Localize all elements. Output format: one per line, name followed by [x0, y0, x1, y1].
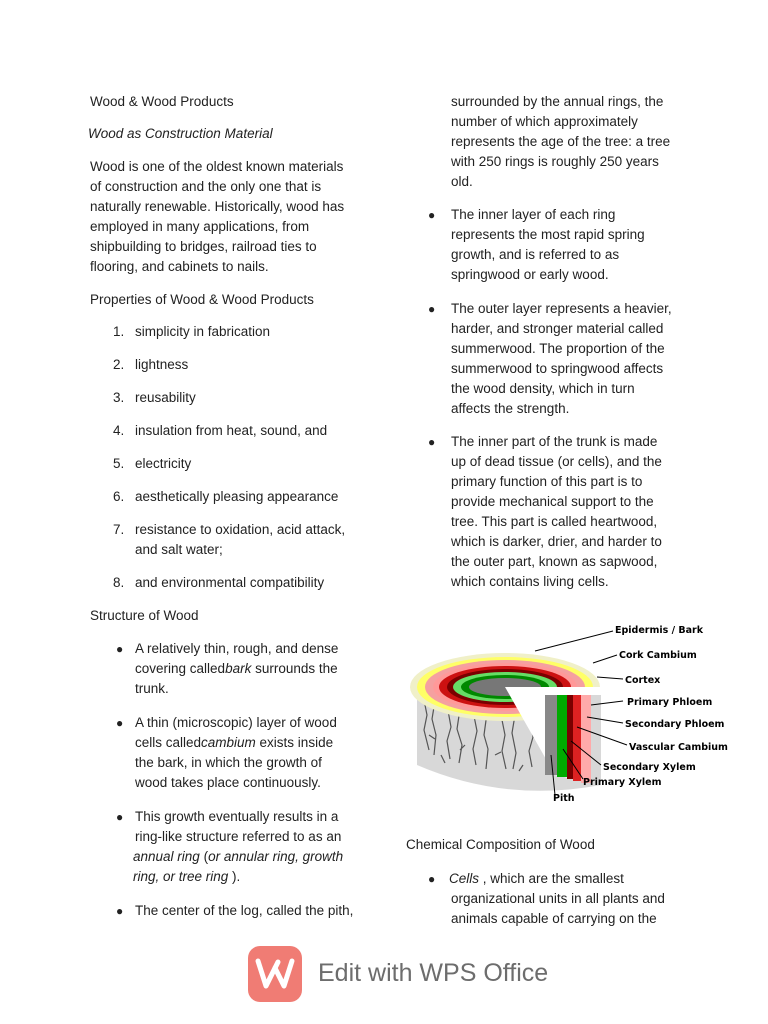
- bullet-springwood: [451, 205, 701, 285]
- list-number: 1.: [113, 324, 125, 339]
- bullet-icon: ●: [116, 810, 124, 824]
- xylem-cut: [557, 695, 567, 777]
- bullet-line: growth, and is referred to as: [451, 247, 620, 262]
- intro-paragraph: [90, 157, 380, 277]
- list-number: 7.: [113, 522, 125, 537]
- bullet-line: [133, 847, 378, 867]
- bullet-line: animals capable of carrying on the: [451, 911, 657, 926]
- list-number: 3.: [113, 390, 125, 405]
- bullet-line: organizational units in all plants and: [451, 891, 665, 906]
- term-cambium: cambium: [201, 735, 256, 750]
- section-heading-text: Wood as Construction Material: [88, 126, 273, 141]
- pith-cut: [545, 695, 557, 775]
- list-item-continuation: and salt water;: [135, 542, 223, 557]
- bullet-line: The inner layer of each ring: [451, 207, 616, 222]
- term-annual-ring: annual ring: [133, 849, 200, 864]
- bullet-bark: [135, 639, 375, 699]
- bullet-icon: ●: [116, 642, 124, 656]
- bullet-line: summerwood. The proportion of the: [451, 341, 665, 356]
- bullet-icon: ●: [428, 208, 436, 222]
- bullet-line: The inner part of the trunk is made: [451, 434, 658, 449]
- bullet-line: A thin (microscopic) layer of wood: [135, 715, 337, 730]
- list-number: 6.: [113, 489, 125, 504]
- list-item: electricity: [135, 456, 192, 471]
- intro-line: shipbuilding to bridges, railroad ties to: [90, 239, 317, 254]
- paragraph-line: number of which approximately: [451, 114, 638, 129]
- bullet-cambium: [135, 713, 375, 793]
- bullet-line: A relatively thin, rough, and dense: [135, 641, 339, 656]
- bullet-cells: [449, 869, 709, 929]
- continuation-paragraph: [451, 92, 701, 192]
- intro-line: naturally renewable. Historically, wood has: [90, 199, 345, 214]
- bullet-line: springwood or early wood.: [451, 267, 609, 282]
- bullet-icon: ●: [116, 716, 124, 730]
- text-run: covering called: [135, 661, 226, 676]
- paragraph-line: with 250 rings is roughly 250 years: [451, 154, 659, 169]
- wps-logo-icon: [248, 946, 302, 1002]
- bullet-icon: ●: [428, 302, 436, 316]
- bullet-line: tree. This part is called heartwood,: [451, 514, 658, 529]
- list-item: simplicity in fabrication: [135, 324, 271, 339]
- label-pith: Pith: [553, 793, 575, 804]
- term-cells: Cells: [449, 871, 480, 886]
- bullet-line: which is darker, drier, and harder to: [451, 534, 662, 549]
- tree-cross-section-diagram: [405, 615, 740, 810]
- cambium-cut: [567, 695, 573, 779]
- wps-edit-label: Edit with WPS Office: [318, 959, 549, 987]
- list-item: aesthetically pleasing appearance: [135, 489, 339, 504]
- bullet-line: up of dead tissue (or cells), and the: [451, 454, 662, 469]
- label-epidermis: Epidermis / Bark: [615, 625, 704, 636]
- section-heading-construction: [88, 124, 378, 144]
- label-vascular-cambium: Vascular Cambium: [629, 742, 728, 753]
- bullet-line: provide mechanical support to the: [451, 494, 654, 509]
- bullet-line: which contains living cells.: [451, 574, 609, 589]
- structure-heading: Structure of Wood: [90, 608, 199, 623]
- text-run: , which are the smallest: [479, 871, 624, 886]
- bullet-line: [449, 869, 709, 889]
- bullet-line: the outer part, known as sapwood,: [451, 554, 658, 569]
- paragraph-line: represents the age of the tree: a tree: [451, 134, 671, 149]
- list-number: 8.: [113, 575, 125, 590]
- bullet-line: represents the most rapid spring: [451, 227, 645, 242]
- bullet-heartwood: [451, 432, 706, 592]
- list-item: lightness: [135, 357, 189, 372]
- bullet-line: trunk.: [135, 681, 169, 696]
- bullet-line: the bark, in which the growth of: [135, 755, 322, 770]
- bullet-line: This growth eventually results in a: [135, 809, 339, 824]
- bullet-summerwood: [451, 299, 706, 419]
- bullet-icon: ●: [428, 435, 436, 449]
- list-number: 4.: [113, 423, 125, 438]
- bullet-line: the wood density, which in turn: [451, 381, 635, 396]
- label-secondary-phloem: Secondary Phloem: [625, 719, 725, 730]
- bullet-pith: [135, 901, 380, 921]
- bullet-line: The outer layer represents a heavier,: [451, 301, 672, 316]
- bullet-annual-ring: [133, 807, 378, 887]
- label-primary-xylem: Primary Xylem: [583, 777, 662, 788]
- list-item: reusability: [135, 390, 196, 405]
- paragraph-line: surrounded by the annual rings, the: [451, 94, 664, 109]
- list-number: 5.: [113, 456, 125, 471]
- cortex-cut: [581, 695, 591, 783]
- bark-cut: [591, 695, 601, 785]
- wps-edit-banner[interactable]: [248, 946, 548, 1004]
- properties-heading: Properties of Wood & Wood Products: [90, 292, 314, 307]
- text-run: surrounds the: [251, 661, 338, 676]
- text-run: (: [199, 849, 209, 864]
- intro-line: flooring, and cabinets to nails.: [90, 259, 269, 274]
- list-item: resistance to oxidation, acid attack,: [135, 522, 346, 537]
- wps-w-glyph-icon: [248, 946, 302, 1002]
- label-secondary-xylem: Secondary Xylem: [603, 762, 696, 773]
- bullet-line: affects the strength.: [451, 401, 570, 416]
- bullet-line: primary function of this part is to: [451, 474, 643, 489]
- text-run: ).: [228, 869, 241, 884]
- bullet-line: ring-like structure referred to as an: [135, 829, 342, 844]
- bullet-icon: ●: [116, 904, 124, 918]
- text-run: cells called: [135, 735, 202, 750]
- bullet-icon: ●: [428, 872, 436, 886]
- intro-line: Wood is one of the oldest known materials: [90, 159, 344, 174]
- intro-line: of construction and the only one that is: [90, 179, 322, 194]
- label-cork-cambium: Cork Cambium: [619, 650, 697, 661]
- bullet-line: [133, 867, 378, 887]
- term-alternatives: ring, or tree ring: [133, 869, 229, 884]
- bullet-line: harder, and stronger material called: [451, 321, 664, 336]
- bullet-line: The center of the log, called the pith,: [135, 903, 354, 918]
- text-run: exists inside: [255, 735, 334, 750]
- label-primary-phloem: Primary Phloem: [627, 697, 713, 708]
- bullet-line: summerwood to springwood affects: [451, 361, 664, 376]
- list-item: insulation from heat, sound, and: [135, 423, 328, 438]
- term-alternatives: or annular ring, growth: [208, 849, 344, 864]
- chemical-composition-heading: Chemical Composition of Wood: [406, 837, 595, 852]
- page-title: Wood & Wood Products: [90, 94, 234, 109]
- label-cortex: Cortex: [625, 675, 661, 686]
- term-bark: bark: [225, 661, 252, 676]
- bullet-line: [135, 659, 375, 679]
- bullet-line: [135, 733, 375, 753]
- list-number: 2.: [113, 357, 125, 372]
- paragraph-line: old.: [451, 174, 473, 189]
- intro-line: employed in many applications, from: [90, 219, 310, 234]
- bullet-line: wood takes place continuously.: [135, 775, 321, 790]
- list-item: and environmental compatibility: [135, 575, 325, 590]
- phloem-cut: [573, 695, 581, 781]
